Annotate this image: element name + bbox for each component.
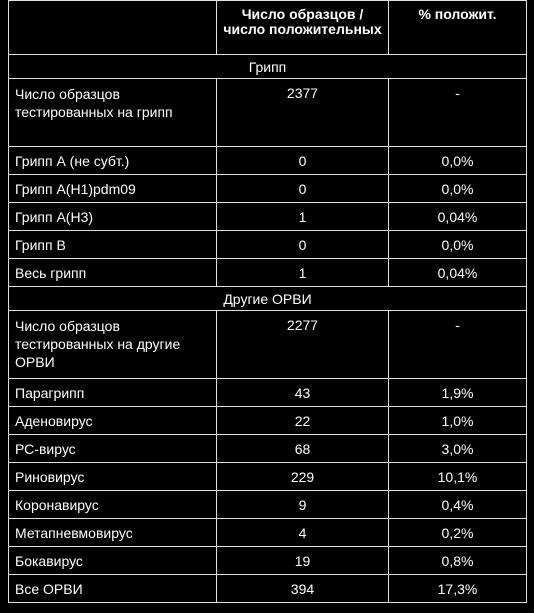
- row-count: 4: [217, 519, 389, 547]
- row-percent: 0,4%: [389, 491, 527, 519]
- row-percent: -: [389, 79, 527, 147]
- row-label: Метапневмовирус: [9, 519, 217, 547]
- row-count: 1: [217, 259, 389, 287]
- table-row: [9, 147, 527, 175]
- section-title-other-arvi: Другие ОРВИ: [9, 287, 527, 311]
- row-count: 22: [217, 407, 389, 435]
- table-row: [9, 547, 527, 575]
- row-percent: 0,0%: [389, 147, 527, 175]
- table-row: [9, 407, 527, 435]
- row-count: 43: [217, 379, 389, 407]
- row-percent: 1,0%: [389, 407, 527, 435]
- table-row: [9, 435, 527, 463]
- row-percent: 0,2%: [389, 519, 527, 547]
- row-label: Парагрипп: [9, 379, 217, 407]
- section-header-other-arvi: [9, 287, 527, 311]
- row-label: Грипп А (не субт.): [9, 147, 217, 175]
- row-label: Бокавирус: [9, 547, 217, 575]
- table-row: [9, 203, 527, 231]
- row-count: 0: [217, 147, 389, 175]
- row-count: 2377: [217, 79, 389, 147]
- table-row: [9, 463, 527, 491]
- row-percent: -: [389, 311, 527, 379]
- row-percent: 17,3%: [389, 575, 527, 603]
- row-label: Грипп В: [9, 231, 217, 259]
- row-label: Риновирус: [9, 463, 217, 491]
- row-count: 1: [217, 203, 389, 231]
- header-percent-cell: % положит.: [389, 1, 527, 55]
- row-percent: 0,0%: [389, 175, 527, 203]
- row-label: Весь грипп: [9, 259, 217, 287]
- row-label: Число образцов тестированных на грипп: [9, 79, 217, 147]
- row-percent: 1,9%: [389, 379, 527, 407]
- row-percent: 0,0%: [389, 231, 527, 259]
- row-percent: 0,04%: [389, 203, 527, 231]
- row-count: 229: [217, 463, 389, 491]
- row-percent: 0,04%: [389, 259, 527, 287]
- row-label: Все ОРВИ: [9, 575, 217, 603]
- row-count: 9: [217, 491, 389, 519]
- table-row: [9, 259, 527, 287]
- table-header-row: [9, 1, 527, 55]
- row-count: 0: [217, 175, 389, 203]
- row-count: 394: [217, 575, 389, 603]
- table-row: [9, 379, 527, 407]
- row-percent: 10,1%: [389, 463, 527, 491]
- table-row: [9, 311, 527, 379]
- surveillance-table: [8, 0, 527, 603]
- row-label: Коронавирус: [9, 491, 217, 519]
- table-row: [9, 519, 527, 547]
- table-row: [9, 575, 527, 603]
- row-label: Грипп А(H1)pdm09: [9, 175, 217, 203]
- section-header-flu: [9, 55, 527, 79]
- table-row: [9, 491, 527, 519]
- row-label: Аденовирус: [9, 407, 217, 435]
- table-row: [9, 175, 527, 203]
- table-row: [9, 231, 527, 259]
- row-label: РС-вирус: [9, 435, 217, 463]
- row-count: 0: [217, 231, 389, 259]
- section-title-flu: Грипп: [9, 55, 527, 79]
- row-label: Число образцов тестированных на другие ОРВИ: [9, 311, 217, 379]
- row-count: 19: [217, 547, 389, 575]
- row-label: Грипп А(H3): [9, 203, 217, 231]
- row-count: 68: [217, 435, 389, 463]
- header-count-cell: Число образцов / число положительных: [217, 1, 389, 55]
- header-label-cell: [9, 1, 217, 55]
- row-percent: 3,0%: [389, 435, 527, 463]
- row-count: 2277: [217, 311, 389, 379]
- row-percent: 0,8%: [389, 547, 527, 575]
- table-row: [9, 79, 527, 147]
